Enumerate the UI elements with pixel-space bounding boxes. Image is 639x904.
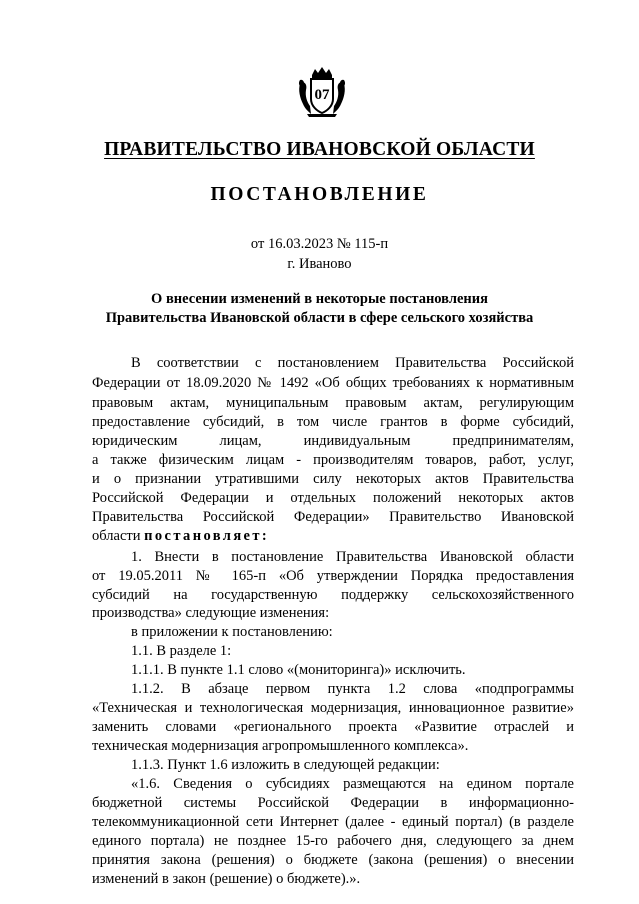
body-line: правовым актам, муниципальным правовым актам, регулирующим (92, 395, 574, 411)
date-number: от 16.03.2023 № 115-п (250, 236, 389, 252)
body-line: производства» следующие изменения: (92, 605, 330, 621)
body-line: единого портала) не позднее 15-го рабочего дня, следующего за днем (92, 833, 574, 849)
svg-text:07: 07 (314, 87, 330, 103)
body-line: «1.6. Сведения о субсидиях размещаются на едином портале (131, 776, 574, 792)
government-title: ПРАВИТЕЛЬСТВО ИВАНОВСКОЙ ОБЛАСТИ (104, 139, 535, 160)
body-text: области (92, 528, 141, 544)
body-line: «Техническая и технологическая модернизация, инновационное развитие» (92, 700, 574, 716)
body-line: предоставление субсидий, в том числе грантов в форме субсидий, (92, 414, 574, 430)
body-line: изменений в закон (решение) о бюджете).». (92, 871, 361, 887)
body-line: техническая модернизация агропромышленного комплекса». (92, 738, 469, 754)
body-line: 1.1.1. В пункте 1.1 слово «(мониторинга)» исключить. (131, 662, 466, 678)
body-line: юридическим лицам, индивидуальным предпринимателям, (92, 433, 574, 449)
body-line: а также физическим лицам - производителям товаров, работ, услуг, (92, 452, 574, 468)
body-line: Российской Федерации и отдельных положений некоторых актов (92, 490, 574, 506)
body-line: в приложении к постановлению: (131, 624, 333, 640)
body-line: Федерации от 18.09.2020 № 1492 «Об общих требованиях к нормативным (92, 375, 574, 391)
body-line: В соответствии с постановлением Правительства Российской (131, 355, 574, 371)
body-line: принятия закона (решения) о бюджете (закона (решения) о внесении (92, 852, 574, 868)
body-line: 1.1. В разделе 1: (131, 643, 232, 659)
resolves-word: постановляет: (144, 528, 270, 544)
body-line: и о признании утратившими силу некоторых актов Правительства (92, 471, 574, 487)
body-line (92, 528, 574, 544)
body-line: субсидий на государственную поддержку сельскохозяйственного (92, 587, 574, 603)
body-line: заменить словами «регионального проекта «Развитие отраслей и (92, 719, 574, 735)
subject-line-2: Правительства Ивановской области в сфере сельского хозяйства (105, 310, 534, 326)
document-type: ПОСТАНОВЛЕНИЕ (210, 184, 429, 205)
city: г. Иваново (287, 256, 352, 272)
body-line: 1.1.3. Пункт 1.6 изложить в следующей редакции: (131, 757, 440, 773)
body-line: бюджетной системы Российской Федерации в информационно- (92, 795, 574, 811)
subject-line-1: О внесении изменений в некоторые постановления (151, 291, 488, 307)
body-line: 1.1.2. В абзаце первом пункта 1.2 слова «подпрограммы (131, 681, 574, 697)
coat-of-arms-icon (297, 66, 347, 118)
body-line: телекоммуникационной сети Интернет (далее - единый портал) (в разделе (92, 814, 574, 830)
body-line: Правительства Российской Федерации» Правительство Ивановской (92, 509, 574, 525)
body-line: от 19.05.2011 № 165-п «Об утверждении Порядка предоставления (92, 568, 574, 584)
body-line: 1. Внести в постановление Правительства Ивановской области (131, 549, 574, 565)
